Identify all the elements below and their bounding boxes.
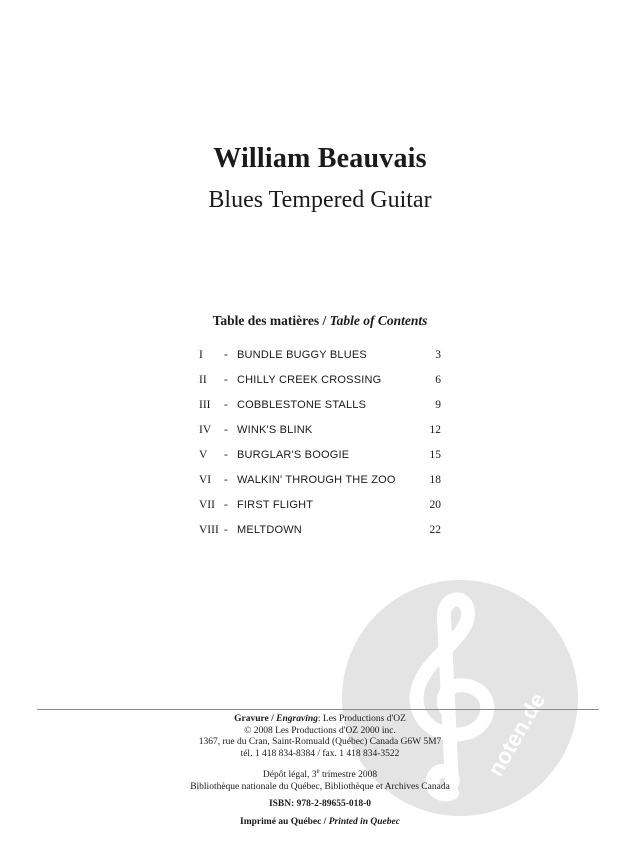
engraving-label-en: Engraving <box>276 714 318 724</box>
toc-entry-number: VII <box>199 499 215 511</box>
toc-entry-page: 9 <box>435 399 441 411</box>
toc-entry <box>199 474 441 499</box>
toc-entry-number: III <box>199 399 211 411</box>
footer-divider <box>37 709 599 710</box>
toc-entry-dash: - <box>224 499 228 511</box>
toc-entry-page: 15 <box>429 449 441 461</box>
toc-entry <box>199 424 441 449</box>
toc-entry-number: V <box>199 449 208 461</box>
engraving-line <box>150 714 490 726</box>
author-name: William Beauvais <box>213 143 427 174</box>
toc-entry-number: II <box>199 374 207 386</box>
toc-entry-dash: - <box>224 424 228 436</box>
toc-entry-title: BURGLAR'S BOOGIE <box>237 449 350 461</box>
toc-entry-dash: - <box>224 474 228 486</box>
toc-entry-title: MELTDOWN <box>237 524 302 536</box>
toc-entry <box>199 349 441 374</box>
printed-fr: Imprimé au Québec / <box>240 816 327 827</box>
toc-entry-page: 12 <box>429 424 441 436</box>
printed-line <box>150 817 490 829</box>
toc-entry <box>199 399 441 424</box>
isbn-line: ISBN: 978-2-89655-018-0 <box>268 799 372 810</box>
toc-entry <box>199 499 441 524</box>
toc-entry-page: 3 <box>435 349 441 361</box>
toc-heading-en: Table of Contents <box>329 313 428 328</box>
book-title: Blues Tempered Guitar <box>208 187 432 213</box>
table-of-contents <box>199 349 441 549</box>
toc-entry <box>199 374 441 399</box>
toc-entry-number: VI <box>199 474 212 486</box>
toc-entry-title: BUNDLE BUGGY BLUES <box>237 349 367 361</box>
watermark-text: noten.de <box>482 688 551 781</box>
toc-entry <box>199 524 441 549</box>
engraving-label-fr: Gravure / <box>234 714 274 724</box>
toc-entry-dash: - <box>224 449 228 461</box>
colophon <box>150 714 490 828</box>
toc-entry-page: 6 <box>435 374 441 386</box>
address-line: 1367, rue du Cran, Saint-Romuald (Québec) Canada G6W 5M7 <box>198 737 442 747</box>
toc-entry-title: FIRST FLIGHT <box>237 499 314 511</box>
toc-entry-page: 20 <box>429 499 441 511</box>
toc-entry-dash: - <box>224 349 228 361</box>
toc-entry-title: CHILLY CREEK CROSSING <box>237 374 382 386</box>
depot-prefix: Dépôt légal, 3 <box>262 770 317 781</box>
toc-entry-page: 18 <box>429 474 441 486</box>
toc-entry-title: COBBLESTONE STALLS <box>237 399 367 411</box>
toc-entry-dash: - <box>224 399 228 411</box>
depot-suffix: trimestre 2008 <box>319 770 378 781</box>
toc-entry-number: I <box>199 349 203 361</box>
toc-entry-number: VIII <box>199 524 219 536</box>
toc-entry <box>199 449 441 474</box>
copyright-line: © 2008 Les Productions d'OZ 2000 inc. <box>244 725 396 736</box>
toc-entry-dash: - <box>224 524 228 536</box>
depot-sup: e <box>316 767 320 775</box>
toc-heading <box>0 313 640 329</box>
toc-heading-fr: Table des matières / <box>212 313 327 328</box>
printed-en: Printed in Quebec <box>328 816 400 827</box>
toc-entry-page: 22 <box>429 524 441 536</box>
engraving-value: : Les Productions d'OZ <box>317 714 406 724</box>
toc-entry-dash: - <box>224 374 228 386</box>
depot-line <box>150 766 490 782</box>
toc-entry-number: IV <box>199 424 212 436</box>
library-line: Bibliothèque nationale du Québec, Bibliothèque et Archives Canada <box>190 781 450 792</box>
toc-entry-title: WALKIN' THROUGH THE ZOO <box>237 474 396 486</box>
toc-entry-title: WINK'S BLINK <box>237 424 313 436</box>
phone-line: tél. 1 418 834-8384 / fax. 1 418 834-3522 <box>240 748 400 759</box>
